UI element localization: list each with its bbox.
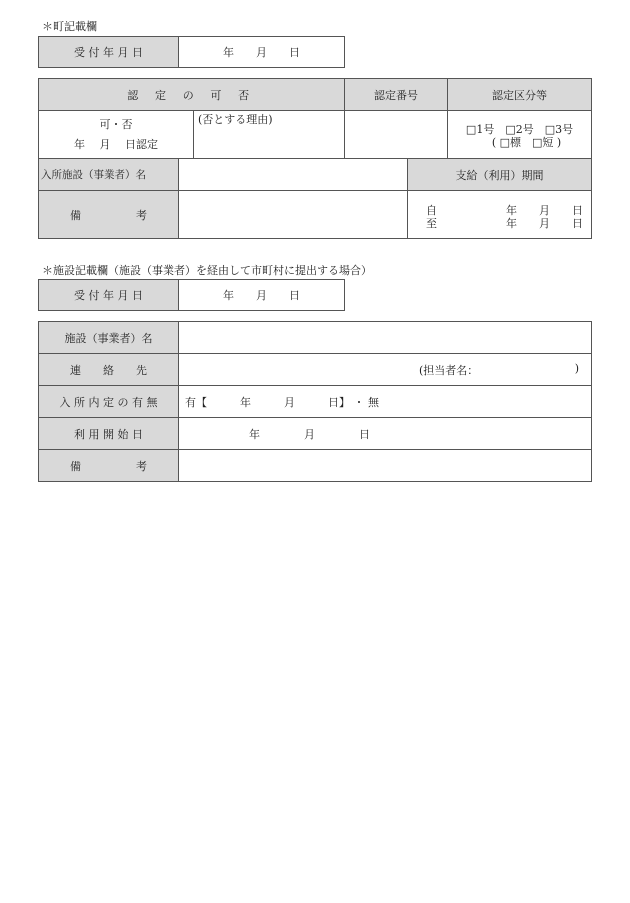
facility-receipt-date[interactable]: 年 月 日 — [179, 280, 345, 311]
facility-name-input[interactable] — [179, 322, 592, 354]
period-header: 支給（利用）期間 — [408, 159, 592, 191]
period-from-date: 年 月 日 — [506, 203, 584, 217]
approval-value-line1: 可・否 — [99, 117, 133, 131]
category-line2: ( □標 □短 ) — [491, 135, 562, 149]
facility-section-title: ＊施設記載欄（施設（事業者）を経由して市町村に提出する場合） — [42, 264, 372, 277]
start-label: 利 用 開 始 日 — [39, 418, 179, 450]
facility-remarks-label: 備 考 — [39, 450, 179, 482]
period-to-label: 至 — [426, 216, 438, 230]
town-receipt-label: 受 付 年 月 日 — [39, 37, 179, 68]
town-section-title: ＊町記載欄 — [42, 20, 97, 33]
town-remarks-label: 備 考 — [39, 191, 179, 239]
certification-number-cell[interactable] — [345, 111, 448, 159]
start-date[interactable]: 年 月 日 — [179, 418, 592, 450]
approval-table — [38, 78, 592, 239]
approval-value-line2: 年 月 日認定 — [74, 137, 158, 151]
category-line1: □1号 □2号 □3号 — [465, 122, 574, 136]
category-header: 認定区分等 — [448, 79, 592, 111]
period-from-label: 自 — [426, 203, 438, 217]
admission-label: 入 所 内 定 の 有 無 — [39, 386, 179, 418]
rejection-reason-label: (否とする理由) — [198, 113, 273, 126]
contact-close-paren: ) — [574, 361, 579, 375]
facility-name-label: 入所施設（事業者）名 — [39, 159, 179, 191]
number-header: 認定番号 — [345, 79, 448, 111]
contact-label: 連 絡 先 — [39, 354, 179, 386]
facility-name-cell[interactable] — [179, 159, 408, 191]
period-cell[interactable] — [408, 191, 592, 239]
facility-name-row-label: 施設（事業者）名 — [39, 322, 179, 354]
category-cell[interactable] — [448, 111, 592, 159]
town-remarks-cell[interactable] — [179, 191, 408, 239]
facility-receipt-label: 受 付 年 月 日 — [39, 280, 179, 311]
facility-info-table — [38, 321, 592, 482]
period-to-date: 年 月 日 — [506, 216, 584, 230]
approval-header: 認 定 の 可 否 — [39, 79, 345, 111]
contact-person-label: (担当者名： — [419, 363, 479, 377]
approval-value-cell[interactable] — [39, 111, 194, 159]
town-receipt-date[interactable]: 年 月 日 — [179, 37, 345, 68]
facility-receipt-table — [38, 279, 345, 311]
contact-cell[interactable] — [179, 354, 592, 386]
town-receipt-table — [38, 36, 345, 68]
facility-remarks-cell[interactable] — [179, 450, 592, 482]
rejection-reason-cell[interactable] — [194, 111, 345, 159]
admission-value[interactable]: 有【 年 月 日】 ・ 無 — [179, 386, 592, 418]
